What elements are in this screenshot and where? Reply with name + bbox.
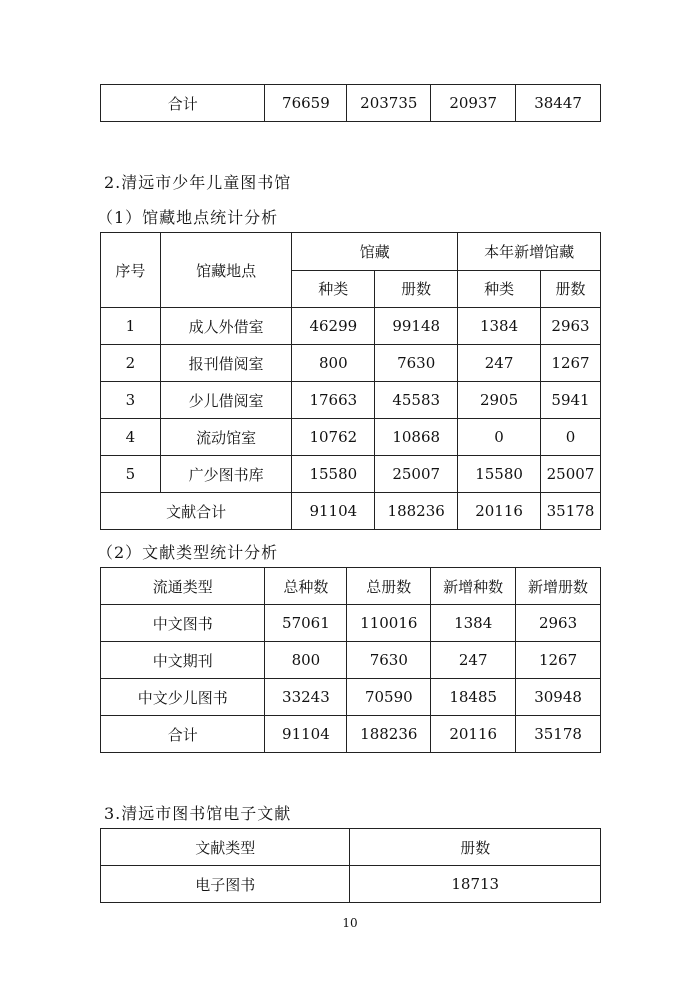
row-kinds: 800 [265, 642, 347, 679]
electronic-documents-table [100, 828, 601, 903]
total-new-kinds: 20116 [458, 493, 541, 530]
table-row [101, 642, 601, 679]
header-volumes: 册数 [375, 270, 458, 308]
table-row [101, 456, 601, 493]
row-volumes: 25007 [375, 456, 458, 493]
row-new-kinds: 247 [458, 345, 541, 382]
row-new-kinds: 20116 [431, 716, 516, 753]
header-new-collection: 本年新增馆藏 [458, 233, 601, 271]
row-volumes: 70590 [347, 679, 431, 716]
total-label: 文献合计 [101, 493, 292, 530]
row-new-volumes: 25007 [541, 456, 601, 493]
header-volumes: 册数 [350, 829, 601, 866]
row-type: 中文图书 [101, 605, 265, 642]
row-volumes: 99148 [375, 308, 458, 345]
table-cell: 38447 [516, 85, 601, 122]
total-new-volumes: 35178 [541, 493, 601, 530]
row-new-volumes: 1267 [516, 642, 601, 679]
subsection-2-heading: （2）文献类型统计分析 [97, 543, 279, 562]
table-row [101, 866, 601, 903]
row-type: 中文少儿图书 [101, 679, 265, 716]
header-type: 流通类型 [101, 568, 265, 605]
row-new-volumes: 1267 [541, 345, 601, 382]
table-cell: 20937 [431, 85, 516, 122]
table-row [101, 345, 601, 382]
table-row [101, 679, 601, 716]
continued-total-table [100, 84, 601, 122]
row-volumes: 45583 [375, 382, 458, 419]
row-new-volumes: 0 [541, 419, 601, 456]
row-new-kinds: 15580 [458, 456, 541, 493]
header-kinds: 种类 [292, 270, 375, 308]
header-new-volumes: 册数 [541, 270, 601, 308]
table-total-row [101, 493, 601, 530]
row-new-volumes: 5941 [541, 382, 601, 419]
row-location: 少儿借阅室 [160, 382, 292, 419]
row-new-kinds: 18485 [431, 679, 516, 716]
row-location: 流动馆室 [160, 419, 292, 456]
table-row [101, 308, 601, 345]
table-row [101, 419, 601, 456]
row-index: 3 [101, 382, 161, 419]
header-index: 序号 [101, 233, 161, 308]
row-kinds: 33243 [265, 679, 347, 716]
row-kinds: 17663 [292, 382, 375, 419]
row-kinds: 91104 [265, 716, 347, 753]
row-kinds: 800 [292, 345, 375, 382]
row-volumes: 7630 [375, 345, 458, 382]
row-type: 中文期刊 [101, 642, 265, 679]
row-volumes: 110016 [347, 605, 431, 642]
row-new-volumes: 35178 [516, 716, 601, 753]
row-new-kinds: 0 [458, 419, 541, 456]
header-new-kinds: 新增种数 [431, 568, 516, 605]
row-volumes: 10868 [375, 419, 458, 456]
table-total-row [101, 716, 601, 753]
row-kinds: 10762 [292, 419, 375, 456]
row-location: 成人外借室 [160, 308, 292, 345]
row-kinds: 15580 [292, 456, 375, 493]
row-new-kinds: 1384 [458, 308, 541, 345]
row-index: 2 [101, 345, 161, 382]
header-new-kinds: 种类 [458, 270, 541, 308]
row-new-volumes: 2963 [541, 308, 601, 345]
total-label: 合计 [101, 85, 265, 122]
row-type: 合计 [101, 716, 265, 753]
row-new-volumes: 30948 [516, 679, 601, 716]
row-new-kinds: 247 [431, 642, 516, 679]
header-collection: 馆藏 [292, 233, 458, 271]
total-kinds: 91104 [292, 493, 375, 530]
header-location: 馆藏地点 [160, 233, 292, 308]
table-header-row [101, 829, 601, 866]
section-2-heading: 2.清远市少年儿童图书馆 [104, 173, 292, 192]
row-volumes: 188236 [347, 716, 431, 753]
table-cell: 203735 [347, 85, 431, 122]
row-location: 报刊借阅室 [160, 345, 292, 382]
row-kinds: 46299 [292, 308, 375, 345]
table-row [101, 382, 601, 419]
table-row [101, 605, 601, 642]
table-row [101, 85, 601, 122]
row-location: 广少图书库 [160, 456, 292, 493]
section-3-heading: 3.清远市图书馆电子文献 [104, 804, 292, 823]
row-new-volumes: 2963 [516, 605, 601, 642]
row-new-kinds: 1384 [431, 605, 516, 642]
row-index: 5 [101, 456, 161, 493]
row-index: 1 [101, 308, 161, 345]
location-stats-table [100, 232, 601, 530]
header-total-volumes: 总册数 [347, 568, 431, 605]
table-header-row [101, 233, 601, 271]
header-doc-type: 文献类型 [101, 829, 350, 866]
total-volumes: 188236 [375, 493, 458, 530]
row-volumes: 7630 [347, 642, 431, 679]
row-type: 电子图书 [101, 866, 350, 903]
header-total-kinds: 总种数 [265, 568, 347, 605]
row-kinds: 57061 [265, 605, 347, 642]
row-volumes: 18713 [350, 866, 601, 903]
table-cell: 76659 [265, 85, 347, 122]
row-new-kinds: 2905 [458, 382, 541, 419]
header-new-volumes: 新增册数 [516, 568, 601, 605]
document-type-stats-table [100, 567, 601, 753]
row-index: 4 [101, 419, 161, 456]
subsection-1-heading: （1）馆藏地点统计分析 [97, 208, 279, 227]
page-number: 10 [342, 916, 358, 930]
table-header-row [101, 568, 601, 605]
